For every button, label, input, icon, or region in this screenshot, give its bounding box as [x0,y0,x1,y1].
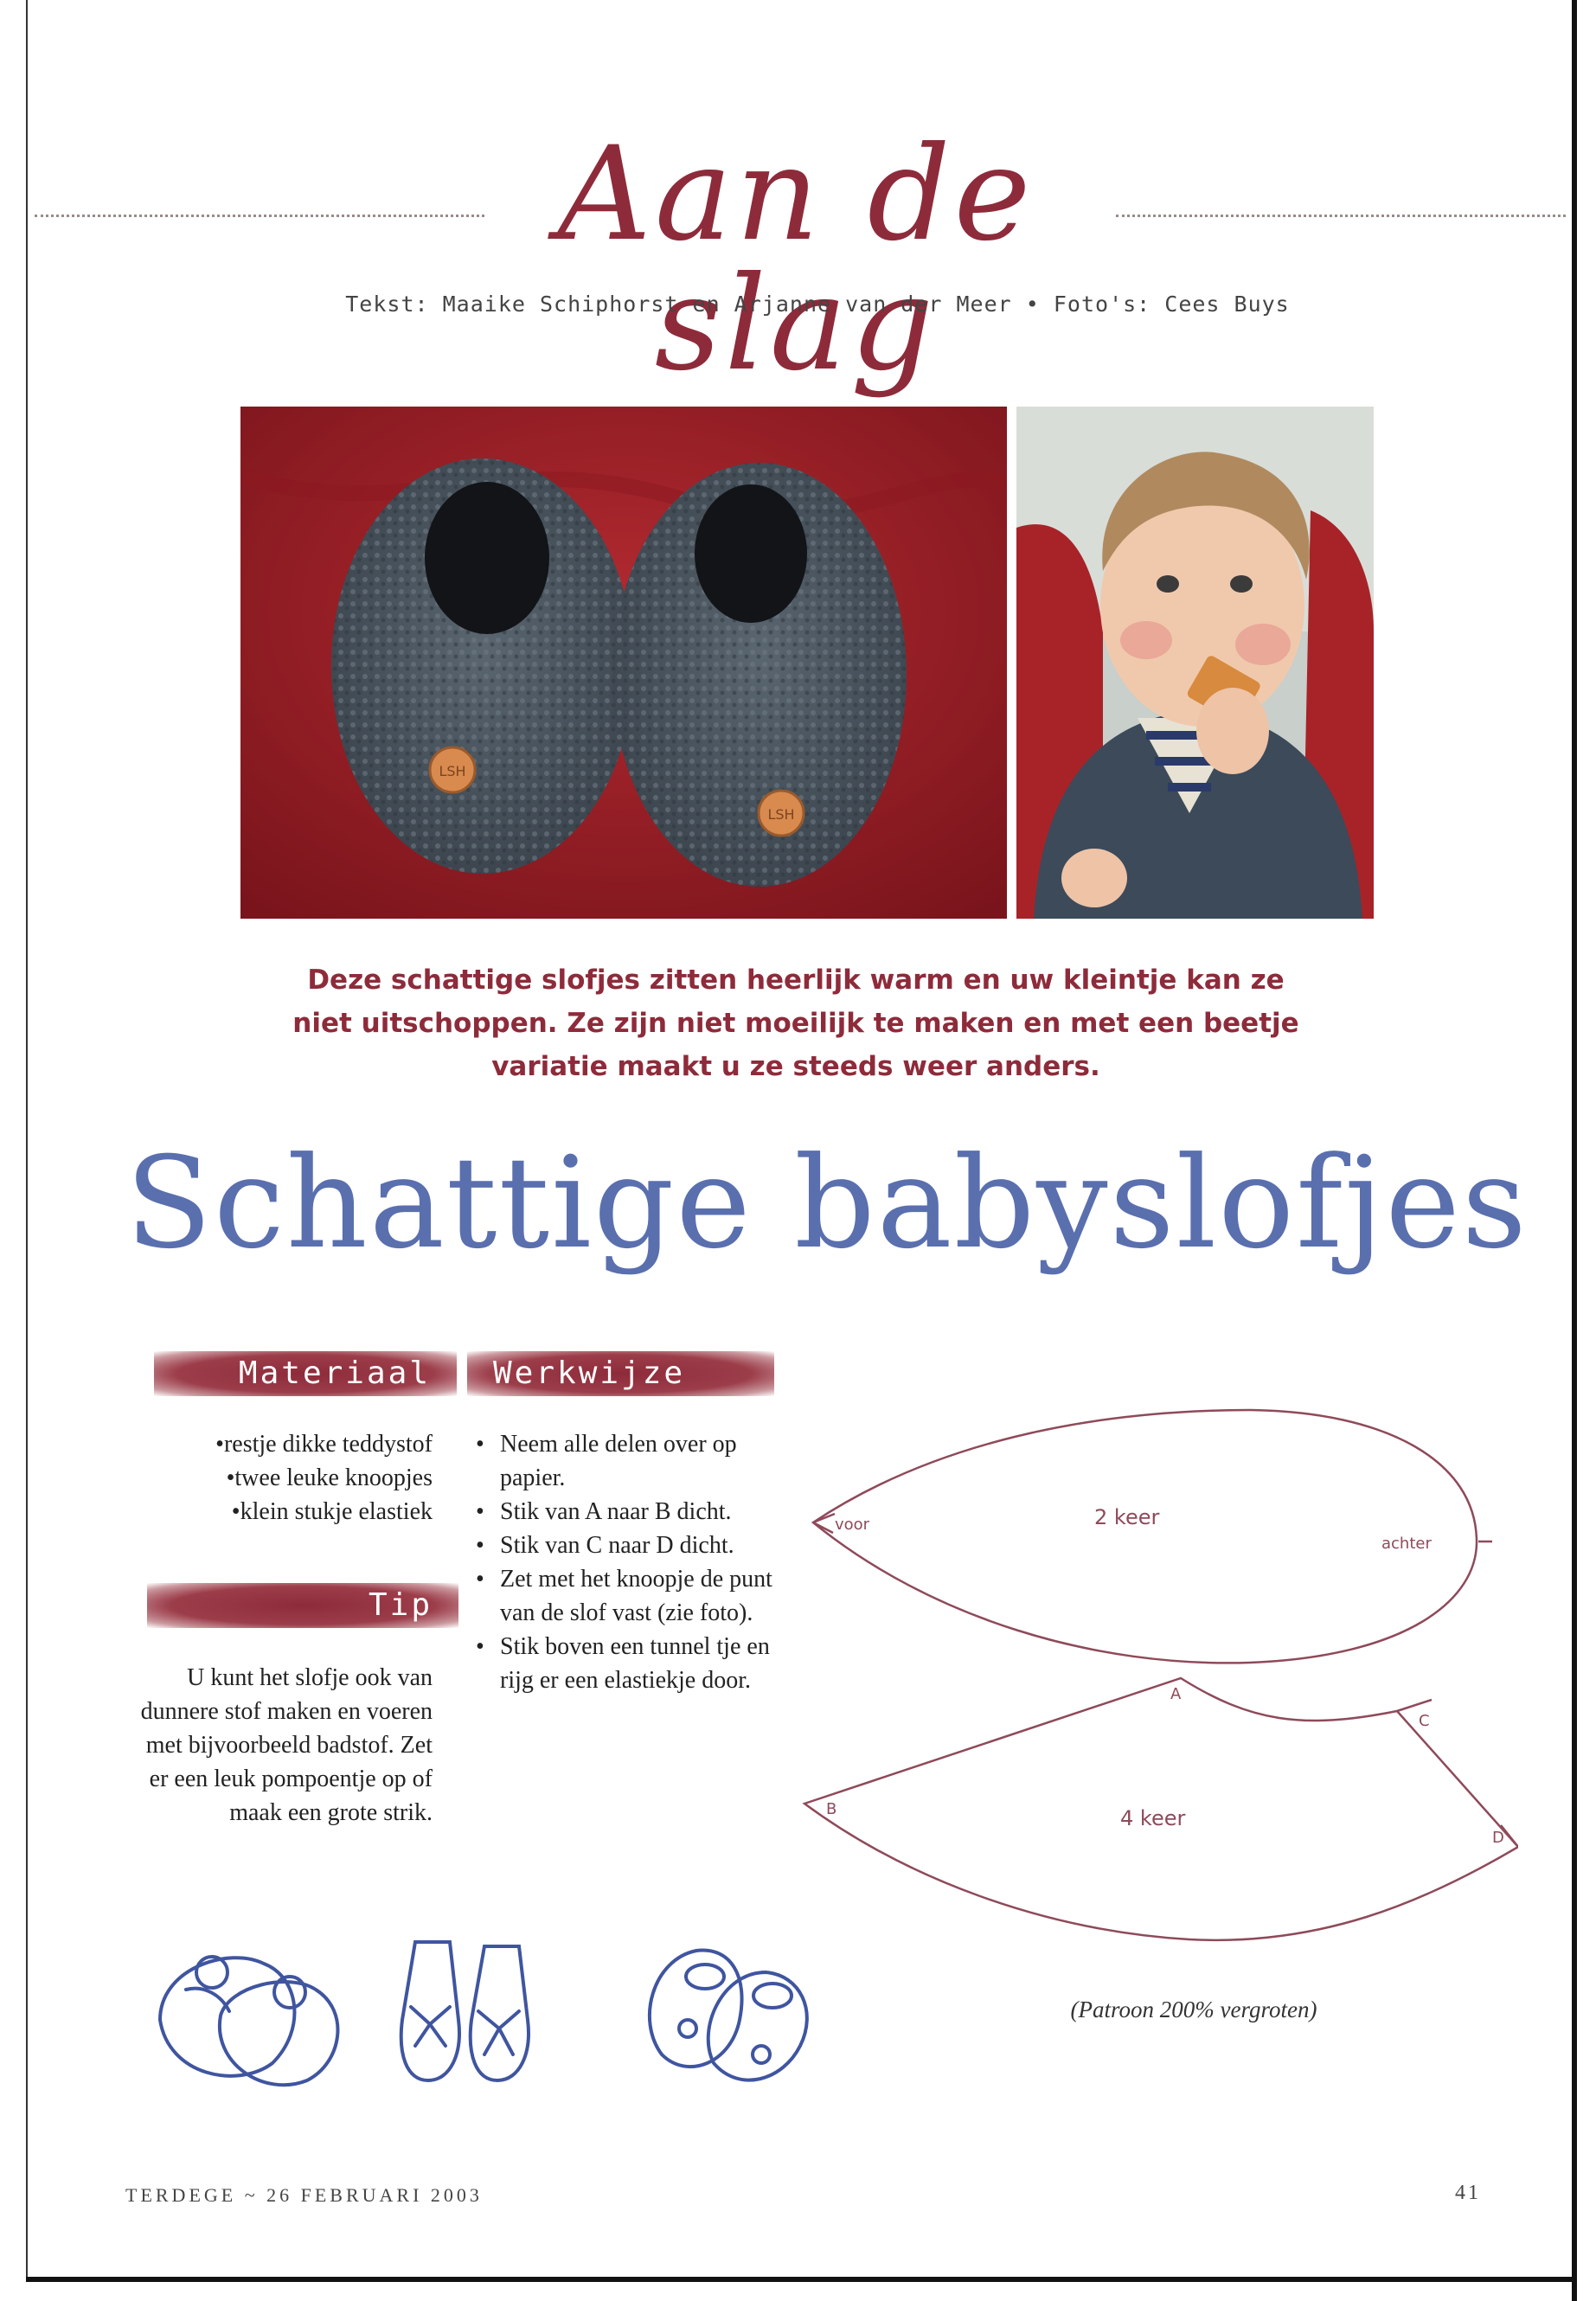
right-slipper [612,463,907,887]
list-item: •klein stukje elastiek [231,1498,433,1525]
bow-booties-sketch [401,1942,529,2080]
pattern-point-b: B [826,1800,837,1818]
materials-list [138,1427,433,1529]
list-item: •twee leuke knoopjes [226,1465,433,1491]
pattern-achter: achter [1381,1535,1432,1553]
pattern-point-c: C [1419,1712,1430,1730]
pattern-piece1-label: 2 keer [1094,1505,1160,1529]
materiaal-heading: Materiaal [154,1351,457,1396]
sole-outline [813,1410,1477,1663]
tip-heading: Tip [147,1583,458,1628]
werkwijze-heading: Werkwijze [467,1351,774,1396]
list-item: •restje dikke teddystof [215,1431,433,1458]
header-rule-right [1116,215,1566,217]
footer-magazine: TERDEGE ~ 26 FEBRUARI 2003 [125,2184,483,2206]
lead-paragraph: Deze schattige slofjes zitten heerlijk warm en uw kleintje kan ze niet uitschoppen. Ze zijn niet moeilijk te maken en met een beetje variatie maakt u ze steeds weer anders. [292,965,1299,1082]
steps-list [476,1427,796,1697]
pattern-point-a: A [1170,1685,1182,1703]
pattern-piece2-label: 4 keer [1120,1806,1186,1830]
pattern-voor: voor [835,1516,870,1534]
slipper-button-text: LSH [439,763,466,779]
button-slippers-sketch [650,1951,807,2080]
baby-photo [1016,407,1374,919]
pattern-point-d: D [1492,1829,1504,1847]
pompom-slippers-sketch [160,1957,337,2085]
pattern-caption: (Patroon 200% vergroten) [1070,1997,1317,2022]
page-border-right [1572,0,1577,2301]
footer-page-number: 41 [1455,2182,1481,2204]
credits: Tekst: Maaike Schiphorst en Arjanne van der Meer • Foto's: Cees Buys [345,292,1290,317]
list-item: • Stik van A naar B dicht. [476,1498,732,1525]
list-item: • Neem alle delen over op papier. [476,1431,737,1491]
slipper-sketches [151,1925,878,2098]
slippers-photo [240,407,1007,919]
page-border-bottom [26,2277,1577,2282]
page-title: Schattige babyslofjes [125,1130,1529,1277]
sewing-pattern [800,1393,1518,1964]
page-border-left [26,0,28,2282]
slipper-button-text: LSH [767,806,795,823]
section-title: Aan de slag [557,119,1035,400]
list-item: • Stik boven een tunnel tje en rijg er een elastiekje door. [476,1633,770,1694]
tip-text: U kunt het slofje ook van dunnere stof maken en voeren met bijvoorbeeld badstof. Zet er een leuk pompoentje op of maak een grote strik. [140,1664,433,1826]
left-slipper [331,458,634,874]
list-item: • Zet met het knoopje de punt van de slof vast (zie foto). [476,1566,772,1626]
list-item: • Stik van C naar D dicht. [476,1532,734,1559]
header-rule-left [35,215,484,217]
